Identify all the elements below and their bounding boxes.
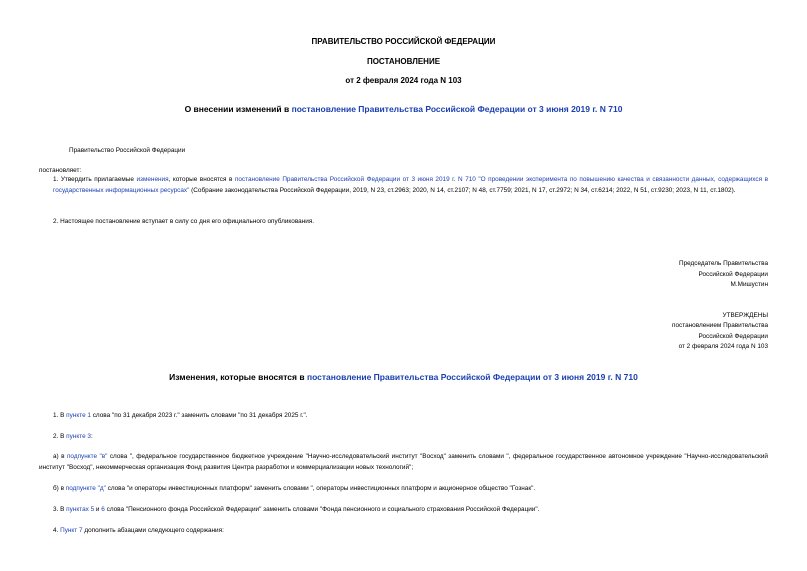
- item-2-paragraph: 2. Настоящее постановление вступает в силу со дня его официального опубликования.: [53, 218, 315, 225]
- signature-name: М.Мишустин: [730, 281, 768, 288]
- subpoint-d-link[interactable]: подпункте "д": [65, 485, 106, 492]
- change-4: [53, 526, 224, 535]
- change-2a-text-a: а) в: [53, 453, 67, 460]
- header-date-number: от 2 февраля 2024 года N 103: [345, 76, 462, 85]
- title-link[interactable]: постановление Правительства Российской Федерации от 3 июня 2019 г. N 710: [291, 104, 623, 114]
- changes-title-prefix: Изменения, которые вносятся в: [169, 372, 307, 382]
- item-1-paragraph: [53, 175, 768, 196]
- signature-position: Председатель Правительства: [679, 260, 768, 267]
- government-label: Правительство Российской Федерации: [69, 147, 186, 154]
- changes-title: [0, 372, 807, 382]
- header-government: ПРАВИТЕЛЬСТВО РОССИЙСКОЙ ФЕДЕРАЦИИ: [311, 37, 496, 46]
- change-2b-text-a: б) в: [53, 485, 66, 492]
- approved-org: Российской Федерации: [698, 333, 768, 340]
- change-4-text-a: 4.: [53, 527, 61, 534]
- document-title: [0, 104, 807, 114]
- approved-date: от 2 февраля 2024 года N 103: [678, 343, 768, 350]
- change-2-text-a: 2. В: [53, 433, 67, 440]
- point-1-link[interactable]: пункте 1: [66, 412, 91, 419]
- change-3: [53, 505, 539, 514]
- point-3-link[interactable]: пункте 3: [66, 433, 91, 440]
- point-7-link[interactable]: Пункт 7: [60, 527, 83, 534]
- changes-title-link[interactable]: постановление Правительства Российской Федерации от 3 июня 2019 г. N 710: [306, 372, 638, 382]
- subpoint-v-link[interactable]: подпункте "в": [66, 453, 108, 460]
- change-3-text-c: слова "Пенсионного фонда Российской Федерации" заменить словами "Фонда пенсионного и социального страхования Российской Федерации".: [104, 506, 540, 513]
- points-5-link[interactable]: пунктах 5: [66, 506, 95, 513]
- change-3-text-a: 3. В: [53, 506, 67, 513]
- change-1: [53, 411, 308, 420]
- change-2: [53, 432, 93, 441]
- change-2b: [53, 484, 535, 493]
- item-1-text-b: , которые вносятся в: [168, 176, 235, 183]
- change-2b-text-b: слова "и операторы инвестиционных платформ" заменить словами ", операторы инвестиционных платформ и акционерное общество "Гознак".: [105, 485, 536, 492]
- change-2a-text-b: слова ", федеральное государственное бюджетное учреждение "Научно-исследовательский институт "Восход" заменить словами ", федеральное государственное автономное учреждение "Научно-исследовательский институт "Восход", некоммерческая организация Фонд развития Центра разработки и коммерциализации новых технологий";: [39, 453, 768, 471]
- signature-org: Российской Федерации: [698, 271, 768, 278]
- title-prefix: О внесении изменений в: [184, 104, 292, 114]
- resolves-label: постановляет:: [39, 167, 82, 174]
- header-resolution: ПОСТАНОВЛЕНИЕ: [366, 57, 441, 66]
- changes-link[interactable]: изменения: [136, 176, 169, 183]
- approved-heading: УТВЕРЖДЕНЫ: [722, 312, 768, 319]
- change-1-text-b: слова "по 31 декабря 2023 г." заменить словами "по 31 декабря 2025 г.".: [90, 412, 308, 419]
- change-1-text-a: 1. В: [53, 412, 67, 419]
- change-4-text-b: дополнить абзацами следующего содержания:: [82, 527, 224, 534]
- change-2-text-b: :: [90, 433, 93, 440]
- change-3-text-b: и: [94, 506, 102, 513]
- approved-by: постановлением Правительства: [672, 322, 768, 329]
- point-6-link[interactable]: 6: [101, 506, 105, 513]
- item-1-text-a: 1. Утвердить прилагаемые: [53, 176, 137, 183]
- change-2a: [39, 452, 768, 473]
- resolution-710-link[interactable]: постановление Правительства Российской Федерации от 3 июня 2019 г. N 710 "О проведении эксперимента по повышению качества и связанности данных, содержащихся в государственных информационных ресурсах": [53, 176, 768, 194]
- item-1-text-c: (Собрание законодательства Российской Федерации, 2019, N 23, ст.2963; 2020, N 14, ст.2107; N 48, ст.7759; 2021, N 17, ст.2972; N 34, ст.6214; 2022, N 51, ст.9230; 2023, N 11, ст.1802).: [189, 186, 736, 194]
